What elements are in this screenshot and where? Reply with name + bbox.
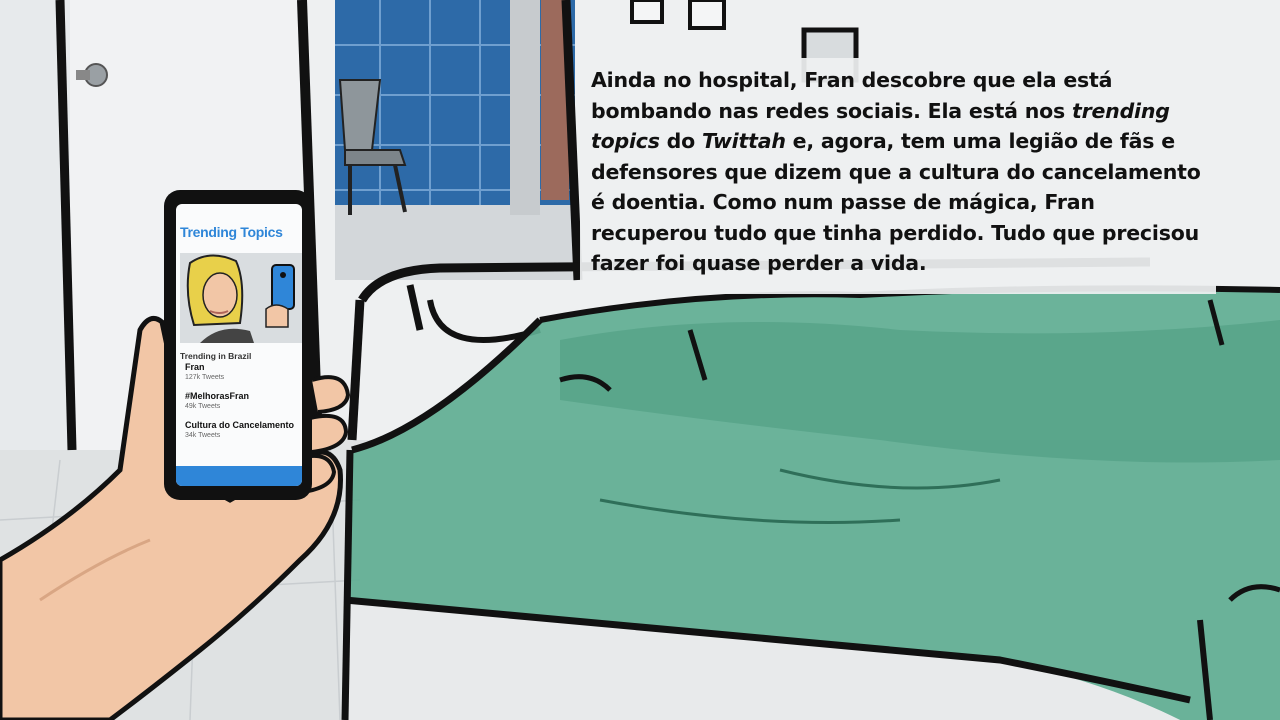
trending-topics-title: Trending Topics	[180, 224, 283, 240]
caption-emphasis-trending: trending topics	[591, 98, 1170, 153]
caption-text-3: e, agora, tem uma legião de fãs e defensores que dizem que a cultura do cancelamento é doentia. Como num passe de mágica, Fran recuperou tudo que tinha perdido. Tudo que precisou fazer foi quase perder a vida.	[591, 129, 1201, 275]
trend-item[interactable]	[185, 420, 294, 440]
caption-text-1: Ainda no hospital, Fran descobre que ela está bombando nas redes sociais. Ela está nos	[591, 68, 1113, 123]
trend-item[interactable]	[185, 362, 224, 382]
trending-section-label: Trending in Brazil	[180, 351, 252, 361]
caption-emphasis-twittah: Twittah	[701, 129, 786, 153]
trend-count: 127k Tweets	[185, 374, 225, 381]
smartphone	[164, 190, 312, 500]
trend-name: Fran	[185, 362, 205, 372]
trend-count: 34k Tweets	[185, 432, 221, 439]
trend-item[interactable]	[185, 391, 249, 411]
phone-bottom-bar	[176, 466, 302, 486]
caption-text-2: do	[659, 129, 702, 153]
trend-name: Cultura do Cancelamento	[185, 420, 295, 430]
trend-count: 49k Tweets	[185, 403, 221, 410]
trend-name: #MelhorasFran	[185, 391, 250, 401]
phone-screen	[176, 204, 302, 486]
story-caption	[580, 58, 1216, 294]
fran-selfie-image	[180, 253, 302, 343]
